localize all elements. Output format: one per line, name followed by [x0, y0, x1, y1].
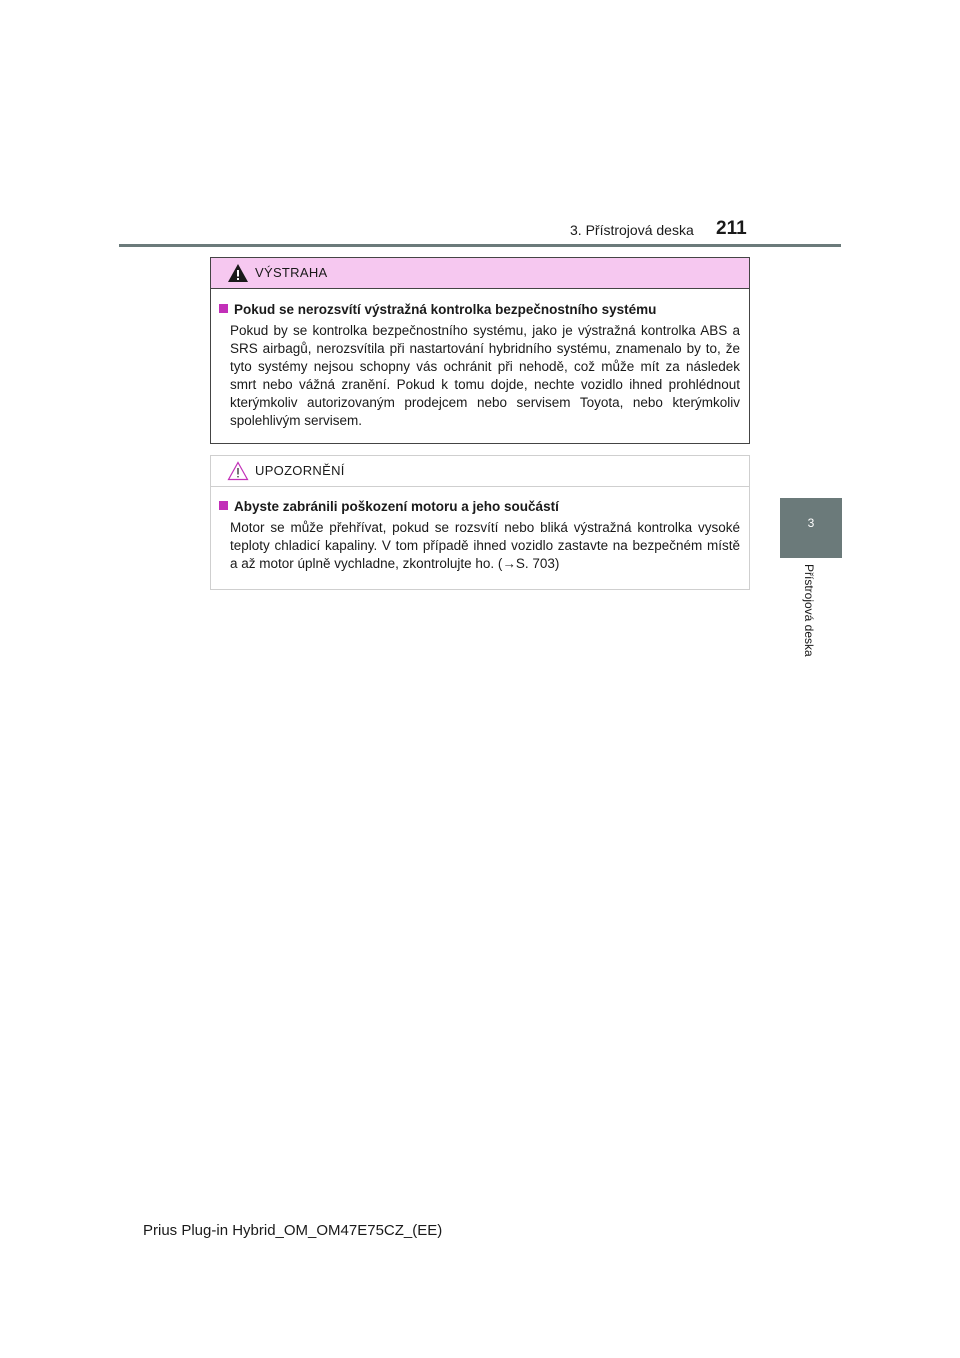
warning-item-title-text: Pokud se nerozsvítí výstražná kontrolka bezpečnostního systému: [234, 302, 657, 317]
bullet-square-icon: [219, 501, 228, 510]
caution-item-title-text: Abyste zabránili poškození motoru a jeho součástí: [234, 499, 559, 514]
chapter-side-label-text: Přístrojová deska: [802, 564, 816, 657]
warning-label: VÝSTRAHA: [255, 265, 328, 280]
footer-document-id: Prius Plug-in Hybrid_OM_OM47E75CZ_(EE): [143, 1222, 443, 1239]
warning-box: [210, 257, 750, 444]
caution-label: UPOZORNĚNÍ: [255, 463, 345, 478]
warning-triangle-filled-icon: [227, 263, 249, 283]
caution-item-text: Motor se může přehřívat, pokud se rozsvítí nebo bliká výstražná kontrolka vysoké teploty chladicí kapaliny. V tom případě ihned vozidlo zastavte na bezpečném místě a až motor úplně vychladne, zkontrolujte ho. (→S. 703): [230, 520, 740, 571]
header-rule: [119, 244, 841, 247]
warning-box-header: [211, 258, 749, 289]
chapter-tab-number: 3: [807, 516, 815, 530]
warning-item-text: Pokud by se kontrolka bezpečnostního systému, jako je výstražná kontrolka ABS a SRS airbagů, nerozsvítila při nastartování hybridního systému, znamenalo by to, že tyto systémy nejsou schopny vás ochránit při nehodě, což může mít za následek smrt nebo vážná zranění. Pokud k tomu dojde, nechte vozidlo ihned prohlédnout kterýmkoliv autorizovaným prodejcem nebo servisem Toyota, nebo kterýmkoliv spolehlivým servisem.: [230, 323, 740, 428]
bullet-square-icon: [219, 304, 228, 313]
warning-item-title: [219, 302, 656, 317]
caution-item-title: [219, 499, 559, 514]
section-title: 3. Přístrojová deska: [570, 222, 694, 238]
page-number: 211: [716, 218, 747, 239]
chapter-side-label: [801, 564, 819, 714]
chapter-tab: [780, 498, 842, 558]
caution-box-header: [211, 456, 749, 487]
caution-triangle-outline-icon: [227, 461, 249, 481]
caution-box: [210, 455, 750, 590]
